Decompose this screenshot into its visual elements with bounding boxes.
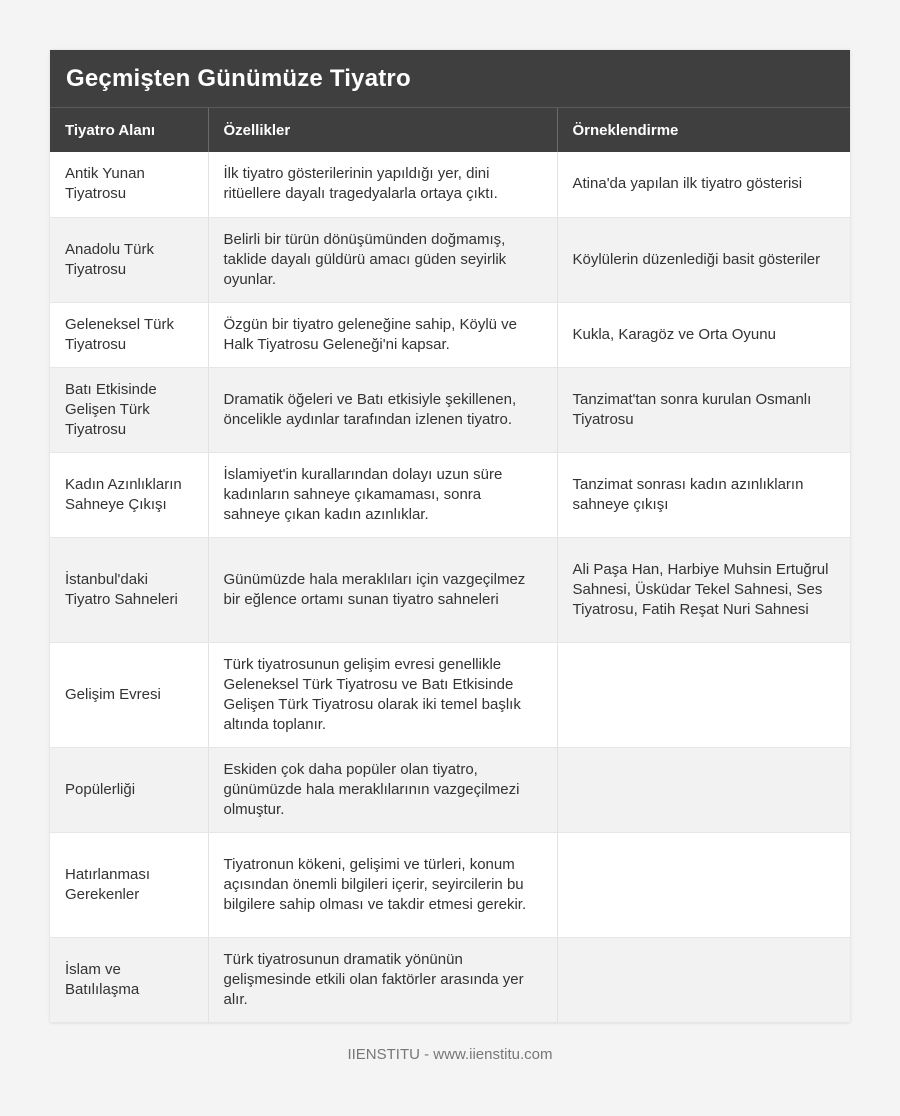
table-row — [50, 452, 850, 537]
cell-features: Belirli bir türün dönüşümünden doğmamış, taklide dayalı güldürü amacı güden seyirlik oyunlar. — [208, 217, 557, 302]
table-row — [50, 217, 850, 302]
cell-example: Tanzimat sonrası kadın azınlıkların sahneye çıkışı — [557, 452, 850, 537]
cell-example — [557, 747, 850, 832]
cell-area: Geleneksel Türk Tiyatrosu — [50, 302, 208, 367]
table-row — [50, 832, 850, 937]
column-header-area: Tiyatro Alanı — [50, 108, 208, 152]
table-card — [50, 50, 850, 1023]
cell-example: Ali Paşa Han, Harbiye Muhsin Ertuğrul Sahnesi, Üsküdar Tekel Sahnesi, Ses Tiyatrosu, Fatih Reşat Nuri Sahnesi — [557, 537, 850, 642]
cell-example: Atina'da yapılan ilk tiyatro gösterisi — [557, 152, 850, 217]
header-row — [50, 108, 850, 152]
title-bar — [50, 50, 850, 108]
table-row — [50, 642, 850, 747]
table-row — [50, 747, 850, 832]
cell-area: Anadolu Türk Tiyatrosu — [50, 217, 208, 302]
table-row — [50, 937, 850, 1022]
table-row — [50, 367, 850, 452]
cell-example: Kukla, Karagöz ve Orta Oyunu — [557, 302, 850, 367]
cell-area: Hatırlanması Gerekenler — [50, 832, 208, 937]
cell-area: Kadın Azınlıkların Sahneye Çıkışı — [50, 452, 208, 537]
cell-features: Türk tiyatrosunun dramatik yönünün gelişmesinde etkili olan faktörler arasında yer alır. — [208, 937, 557, 1022]
table-row — [50, 537, 850, 642]
table-header — [50, 108, 850, 152]
table-row — [50, 302, 850, 367]
cell-area: İslam ve Batılılaşma — [50, 937, 208, 1022]
cell-example: Köylülerin düzenlediği basit gösteriler — [557, 217, 850, 302]
cell-features: İlk tiyatro gösterilerinin yapıldığı yer, dini ritüellere dayalı tragedyalarla ortaya çıktı. — [208, 152, 557, 217]
cell-features: Türk tiyatrosunun gelişim evresi genellikle Geleneksel Türk Tiyatrosu ve Batı Etkisinde Gelişen Türk Tiyatrosu olarak iki temel başlık altında toplanır. — [208, 642, 557, 747]
cell-example — [557, 937, 850, 1022]
page-title: Geçmişten Günümüze Tiyatro — [66, 64, 411, 92]
cell-example — [557, 832, 850, 937]
cell-example: Tanzimat'tan sonra kurulan Osmanlı Tiyatrosu — [557, 367, 850, 452]
cell-area: Antik Yunan Tiyatrosu — [50, 152, 208, 217]
cell-features: Özgün bir tiyatro geleneğine sahip, Köylü ve Halk Tiyatrosu Geleneği'ni kapsar. — [208, 302, 557, 367]
theatre-table — [50, 108, 850, 1023]
column-header-features: Özellikler — [208, 108, 557, 152]
cell-features: Günümüzde hala meraklıları için vazgeçilmez bir eğlence ortamı sunan tiyatro sahneleri — [208, 537, 557, 642]
cell-area: Gelişim Evresi — [50, 642, 208, 747]
table-body — [50, 152, 850, 1022]
table-row — [50, 152, 850, 217]
cell-features: Tiyatronun kökeni, gelişimi ve türleri, konum açısından önemli bilgileri içerir, seyircilerin bu bilgilere sahip olması ve takdir etmesi gerekir. — [208, 832, 557, 937]
cell-area: İstanbul'daki Tiyatro Sahneleri — [50, 537, 208, 642]
cell-area: Popülerliği — [50, 747, 208, 832]
cell-features: İslamiyet'in kurallarından dolayı uzun süre kadınların sahneye çıkamaması, sonra sahneye çıkan kadın azınlıklar. — [208, 452, 557, 537]
footer-credit: IIENSTITU - www.iienstitu.com — [347, 1046, 553, 1063]
column-header-example: Örneklendirme — [557, 108, 850, 152]
cell-features: Eskiden çok daha popüler olan tiyatro, günümüzde hala meraklılarının vazgeçilmezi olmuştur. — [208, 747, 557, 832]
cell-features: Dramatik öğeleri ve Batı etkisiyle şekillenen, öncelikle aydınlar tarafından izlenen tiyatro. — [208, 367, 557, 452]
cell-area: Batı Etkisinde Gelişen Türk Tiyatrosu — [50, 367, 208, 452]
cell-example — [557, 642, 850, 747]
